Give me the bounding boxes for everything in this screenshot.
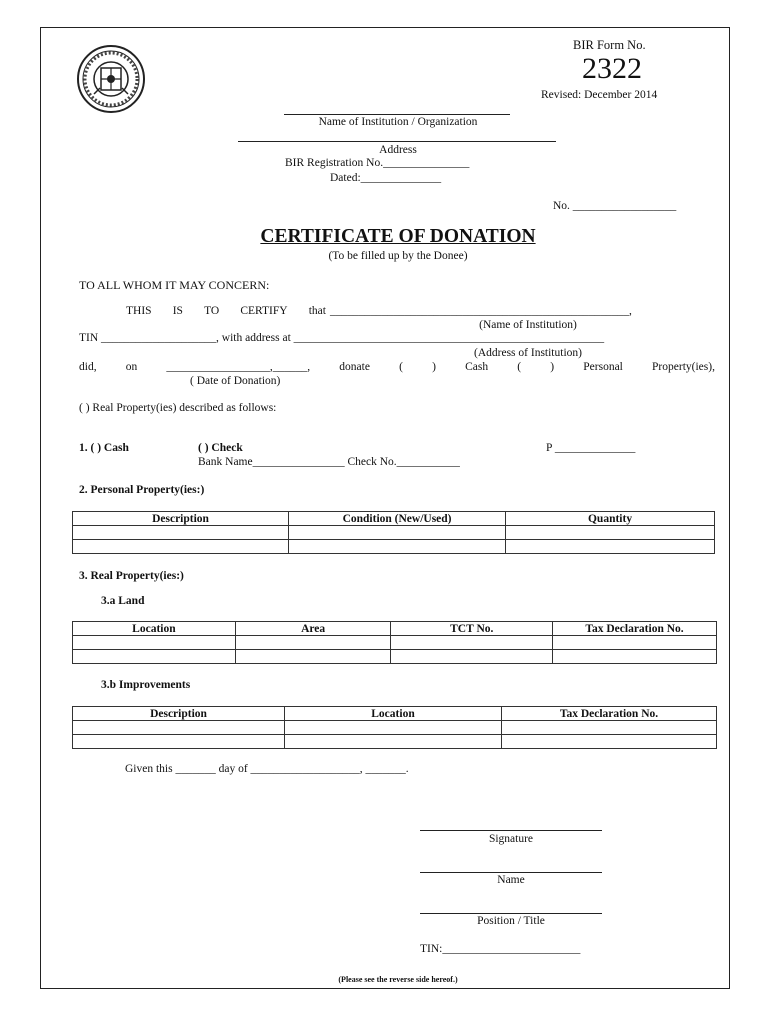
improvements-subtitle: 3.b Improvements [101,679,191,691]
table-cell[interactable] [285,721,502,735]
real-property-checkbox[interactable]: ( ) Real Property(ies) described as follows: [79,402,277,414]
table-header: Description [73,512,289,526]
table-header: TCT No. [391,622,553,636]
table-header: Area [235,622,391,636]
salutation: TO ALL WHOM IT MAY CONCERN: [79,278,270,292]
table-row [73,526,715,540]
table-cell[interactable] [73,540,289,554]
address-label: Address [379,144,417,156]
position-label: Position / Title [477,915,545,927]
date-of-donation-field[interactable]: __________________,______, [166,361,311,373]
form-label: BIR Form No. [573,38,646,52]
certify-word: THIS [126,305,152,317]
table-header: Location [73,622,236,636]
table-cell[interactable] [235,636,391,650]
table-cell[interactable] [502,721,717,735]
table-header: Tax Declaration No. [553,622,717,636]
section-2-title: 2. Personal Property(ies:) [79,484,205,496]
page-title: CERTIFICATE OF DONATION [260,226,536,247]
table-cell[interactable] [391,636,553,650]
table-cell[interactable] [506,540,715,554]
address-line[interactable] [238,141,556,142]
table-row [73,636,717,650]
institution-name-line[interactable] [284,114,510,115]
table-header: Condition (New/Used) [289,512,506,526]
table-cell[interactable] [502,735,717,749]
table-row [73,721,717,735]
bir-seal-icon [76,44,146,114]
property-label: Property(ies), [652,361,715,373]
institution-name-field[interactable]: ____________________________________________________, [330,305,632,317]
certify-word: IS [172,305,183,317]
address-of-institution-caption: (Address of Institution) [474,347,582,359]
table-cell[interactable] [73,650,236,664]
bank-check-field[interactable]: Bank Name________________ Check No.___________ [198,456,460,468]
footer-note: (Please see the reverse side hereof.) [338,975,458,984]
given-date-field[interactable]: Given this _______ day of ___________________, _______. [125,763,409,775]
amount-field[interactable]: P ______________ [546,442,636,454]
dated-field[interactable]: Dated:______________ [330,172,442,184]
table-cell[interactable] [285,735,502,749]
table-header: Tax Declaration No. [502,707,717,721]
land-table [72,621,717,664]
table-header: Quantity [506,512,715,526]
table-header: Location [285,707,502,721]
tin-address-field[interactable]: TIN ____________________, with address at ______________________________________________________ [79,332,605,344]
table-cell[interactable] [73,636,236,650]
did-text: did, [79,361,97,373]
name-of-institution-caption: (Name of Institution) [479,319,577,331]
section-3-title: 3. Real Property(ies:) [79,570,184,582]
certify-word: CERTIFY [240,305,288,317]
personal-property-table [72,511,715,554]
signature-label: Signature [488,833,534,845]
table-row [73,650,717,664]
name-label: Name [497,874,525,886]
personal-checkbox-open[interactable]: ( [517,361,522,373]
table-cell[interactable] [506,526,715,540]
revised-date: Revised: December 2014 [541,89,658,101]
table-cell[interactable] [289,540,506,554]
certify-word: that [308,305,326,317]
table-cell[interactable] [391,650,553,664]
page-subtitle: (To be filled up by the Donee) [328,250,468,262]
certify-word: TO [204,305,220,317]
form-number: 2322 [582,52,642,85]
bir-registration-field[interactable]: BIR Registration No._______________ [285,157,470,169]
cash-checkbox-close[interactable]: ) [432,361,436,373]
check-option[interactable]: ( ) Check [198,442,243,454]
table-cell[interactable] [553,650,717,664]
certify-text [126,305,326,317]
on-text: on [125,361,138,373]
certificate-number-field[interactable]: No. __________________ [553,200,677,212]
donation-line [79,361,715,373]
table-header: Description [73,707,285,721]
personal-checkbox-close[interactable]: ) [550,361,555,373]
table-cell[interactable] [553,636,717,650]
land-subtitle: 3.a Land [101,595,145,607]
table-cell[interactable] [73,721,285,735]
table-cell[interactable] [73,526,289,540]
position-line[interactable] [420,913,602,914]
table-row [73,540,715,554]
name-line[interactable] [420,872,602,873]
table-cell[interactable] [289,526,506,540]
institution-label: Name of Institution / Organization [318,116,478,128]
date-of-donation-caption: ( Date of Donation) [190,375,281,387]
personal-label: Personal [583,361,623,373]
donate-text: donate [339,361,370,373]
cash-label: Cash [465,361,489,373]
cash-option[interactable]: 1. ( ) Cash [79,442,129,454]
table-cell[interactable] [73,735,285,749]
improvements-table [72,706,717,749]
table-cell[interactable] [235,650,391,664]
table-row [73,735,717,749]
cash-checkbox-open[interactable]: ( [399,361,403,373]
tin-field[interactable]: TIN:________________________ [420,943,581,955]
signature-line[interactable] [420,830,602,831]
